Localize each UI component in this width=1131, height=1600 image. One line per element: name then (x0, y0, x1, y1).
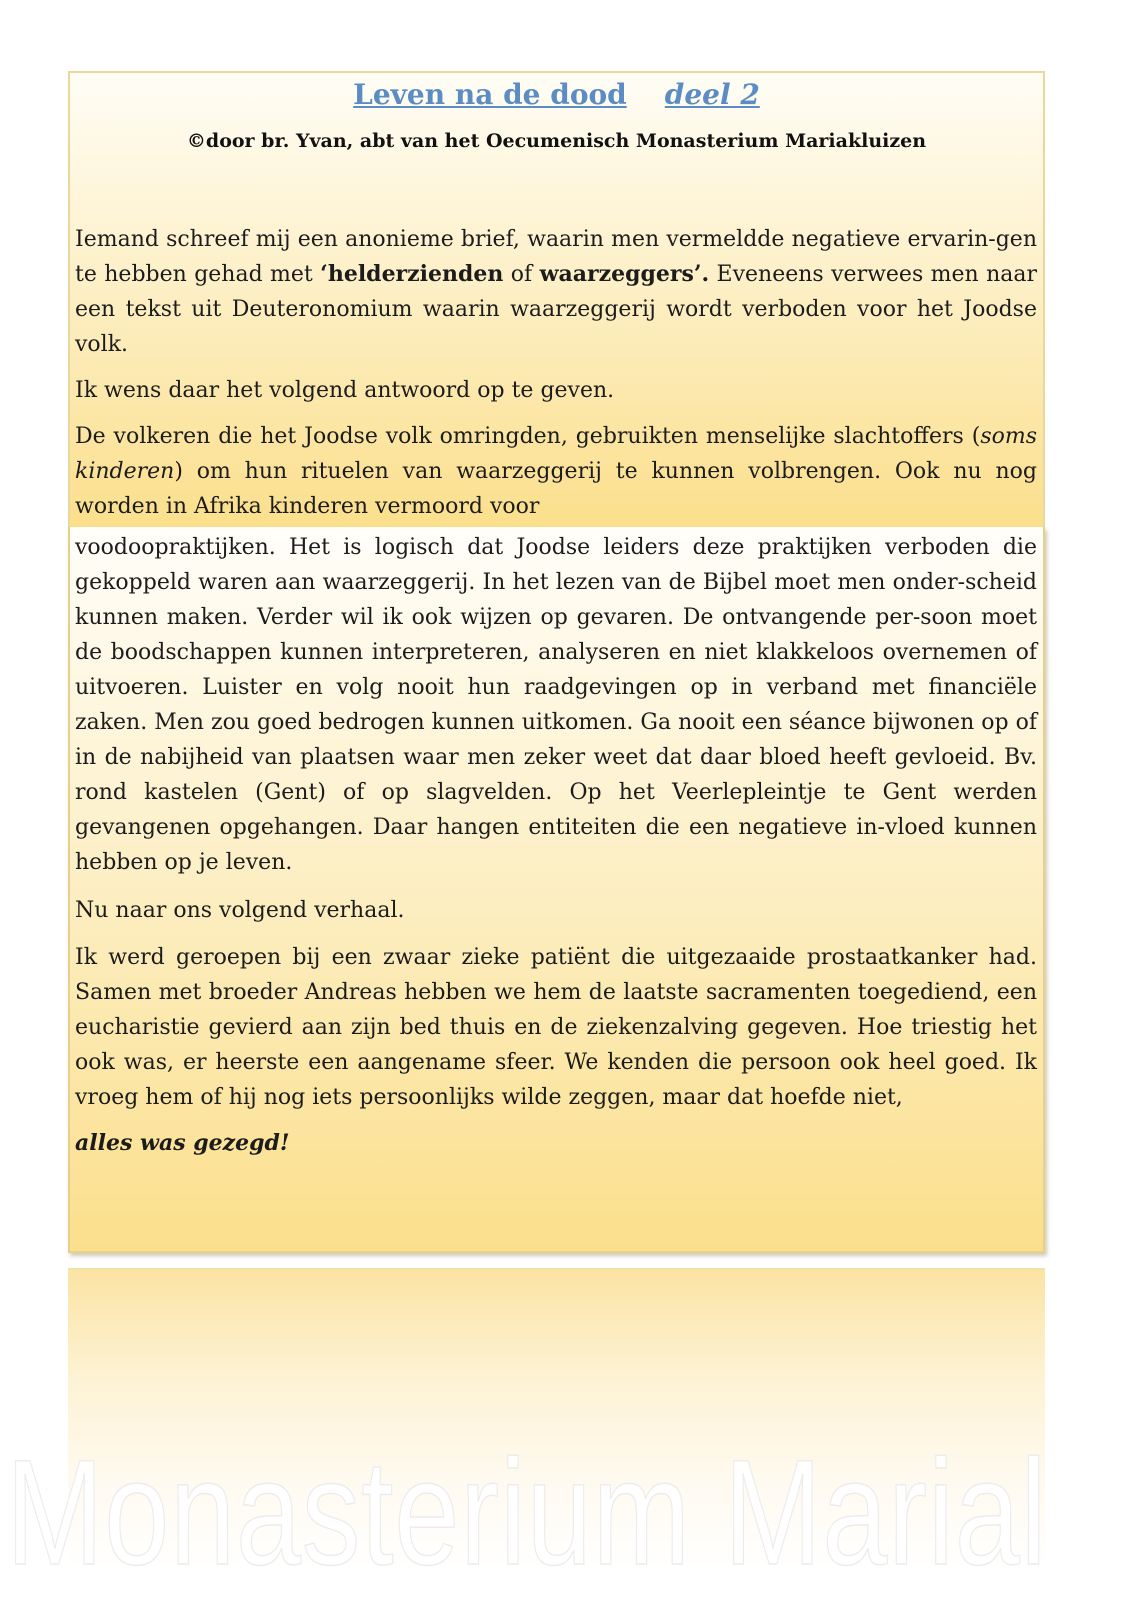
article-title (68, 78, 1045, 111)
article-byline: ©door br. Yvan, abt van het Oecumenisch Monasterium Mariakluizen (186, 130, 927, 152)
p1-bold-waarzeggers: waarzeggers’. (539, 261, 710, 287)
p3-text-a: De volkeren die het Joodse volk omringden, gebruikten menselijke slachtoffers ( (75, 424, 981, 449)
p1-text-c: of (503, 262, 540, 287)
paragraph-closing: alles was gezegd! (75, 1130, 290, 1156)
paragraph-next-story: Nu naar ons volgend verhaal. (75, 898, 405, 923)
p1-bold-helderzienden: ‘helderzienden (320, 261, 504, 287)
paragraph-volkeren (75, 419, 1037, 524)
paragraph-patient: Ik werd geroepen bij een zwaar zieke patiënt die uitgezaaide prostaatkanker had. Samen met broeder Andreas hebben we hem de laatste sacramenten toegediend, een eucharistie gevierd aan zijn bed thuis en de ziekenzalving gegeven. Hoe triestig het ook was, er heerste een aangename sfeer. We kenden die persoon ook heel goed. Ik vroeg hem of hij nog iets persoonlijks wilde zeggen, maar dat hoefde niet, (75, 945, 1037, 1110)
title-part: deel 2 (664, 78, 760, 111)
p1-text-a: Iemand schreef mij een anonieme brief, waarin men vermeldde negatieve ervarin-gen te hebben gehad met (75, 227, 1037, 287)
p3-text-b: ) om hun rituelen van waarzeggerij te kunnen volbrengen. Ook nu nog worden in Afrika kinderen vermoord voor (75, 459, 1037, 519)
paragraph-intro (75, 222, 1037, 362)
paragraph-voodoo: voodoopraktijken. Het is logisch dat Joodse leiders deze praktijken verboden die gekoppeld waren aan waarzeggerij. In het lezen van de Bijbel moet men onder-scheid kunnen maken. Verder wil ik ook wijzen op gevaren. De ontvangende per-soon moet de boodschappen kunnen interpreteren, analyseren en niet klakkeloos overnemen of uitvoeren. Luister en volg nooit hun raadgevingen op in verband met financiële zaken. Men zou goed bedrogen kunnen uitkomen. Ga nooit een séance bijwonen op of in de nabijheid van plaatsen waar men zeker weet dat daar bloed heeft gevloeid. Bv. rond kastelen (Gent) of op slagvelden. Op het Veerlepleintje te Gent werden gevangenen opgehangen. Daar hangen entiteiten die een negatieve in-vloed kunnen hebben op je leven. (75, 535, 1037, 875)
title-main: Leven na de dood (353, 78, 627, 111)
watermark-text: Monasterium Marial (6, 1428, 1048, 1596)
paragraph-answer-intro: Ik wens daar het volgend antwoord op te geven. (75, 378, 615, 403)
p1-text-d: Eveneens verwees men naar een tekst uit Deuteronomium waarin waarzeggerij wordt verboden voor het Joodse volk. (75, 262, 1037, 357)
p3-italic: soms kinderen (75, 424, 1037, 484)
